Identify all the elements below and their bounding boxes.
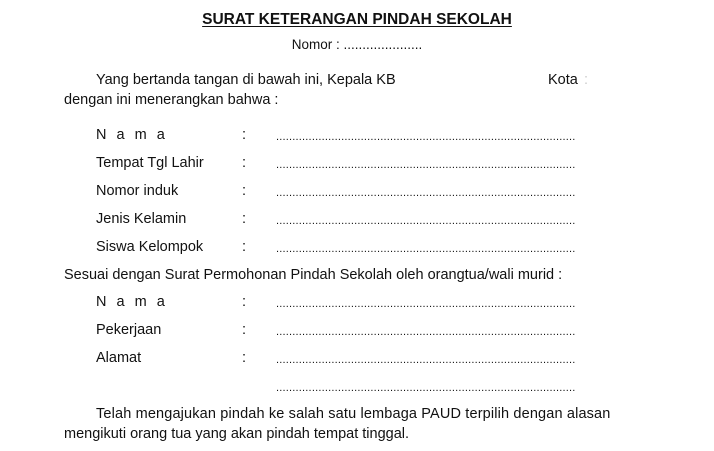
student-id-label: Nomor induk <box>96 183 179 199</box>
parent-name-colon: : <box>242 294 247 310</box>
parent-address-blank-2: ............................................................................................ <box>276 382 576 394</box>
student-birth-label: Tempat Tgl Lahir <box>96 155 204 171</box>
student-group-blank: ............................................................................................ <box>276 243 576 255</box>
intro-kota-colon: : <box>584 72 589 88</box>
closing-line-1: Telah mengajukan pindah ke salah satu lembaga PAUD terpilih dengan alasan <box>96 406 611 422</box>
student-birth-blank: ............................................................................................ <box>276 159 576 171</box>
student-name-blank: ............................................................................................ <box>276 131 576 143</box>
intro-kota-label: Kota <box>548 72 578 88</box>
student-group-colon: : <box>242 239 247 255</box>
parent-address-label: Alamat <box>96 350 142 366</box>
student-id-colon: : <box>242 183 247 199</box>
student-id-blank: ............................................................................................ <box>276 187 576 199</box>
student-gender-blank: ............................................................................................ <box>276 215 576 227</box>
parent-name-label: N a m a <box>96 294 168 310</box>
student-name-label: N a m a <box>96 127 168 143</box>
student-gender-label: Jenis Kelamin <box>96 211 187 227</box>
parent-name-blank: ............................................................................................ <box>276 298 576 310</box>
student-group-label: Siswa Kelompok <box>96 239 204 255</box>
document-number: Nomor : ..................... <box>291 37 423 52</box>
student-birth-colon: : <box>242 155 247 171</box>
parent-job-colon: : <box>242 322 247 338</box>
closing-line-2: mengikuti orang tua yang akan pindah tempat tinggal. <box>64 426 410 442</box>
parent-job-label: Pekerjaan <box>96 322 162 338</box>
intro-line-1: Yang bertanda tangan di bawah ini, Kepala KB <box>96 72 396 88</box>
student-gender-colon: : <box>242 211 247 227</box>
student-name-colon: : <box>242 127 247 143</box>
request-line: Sesuai dengan Surat Permohonan Pindah Sekolah oleh orangtua/wali murid : <box>64 267 563 283</box>
document-title-text: SURAT KETERANGAN PINDAH SEKOLAH <box>202 11 512 28</box>
parent-address-blank: ............................................................................................ <box>276 354 576 366</box>
parent-address-colon: : <box>242 350 247 366</box>
parent-job-blank: ............................................................................................ <box>276 326 576 338</box>
intro-line-2: dengan ini menerangkan bahwa : <box>64 92 279 108</box>
document-title <box>0 11 714 29</box>
